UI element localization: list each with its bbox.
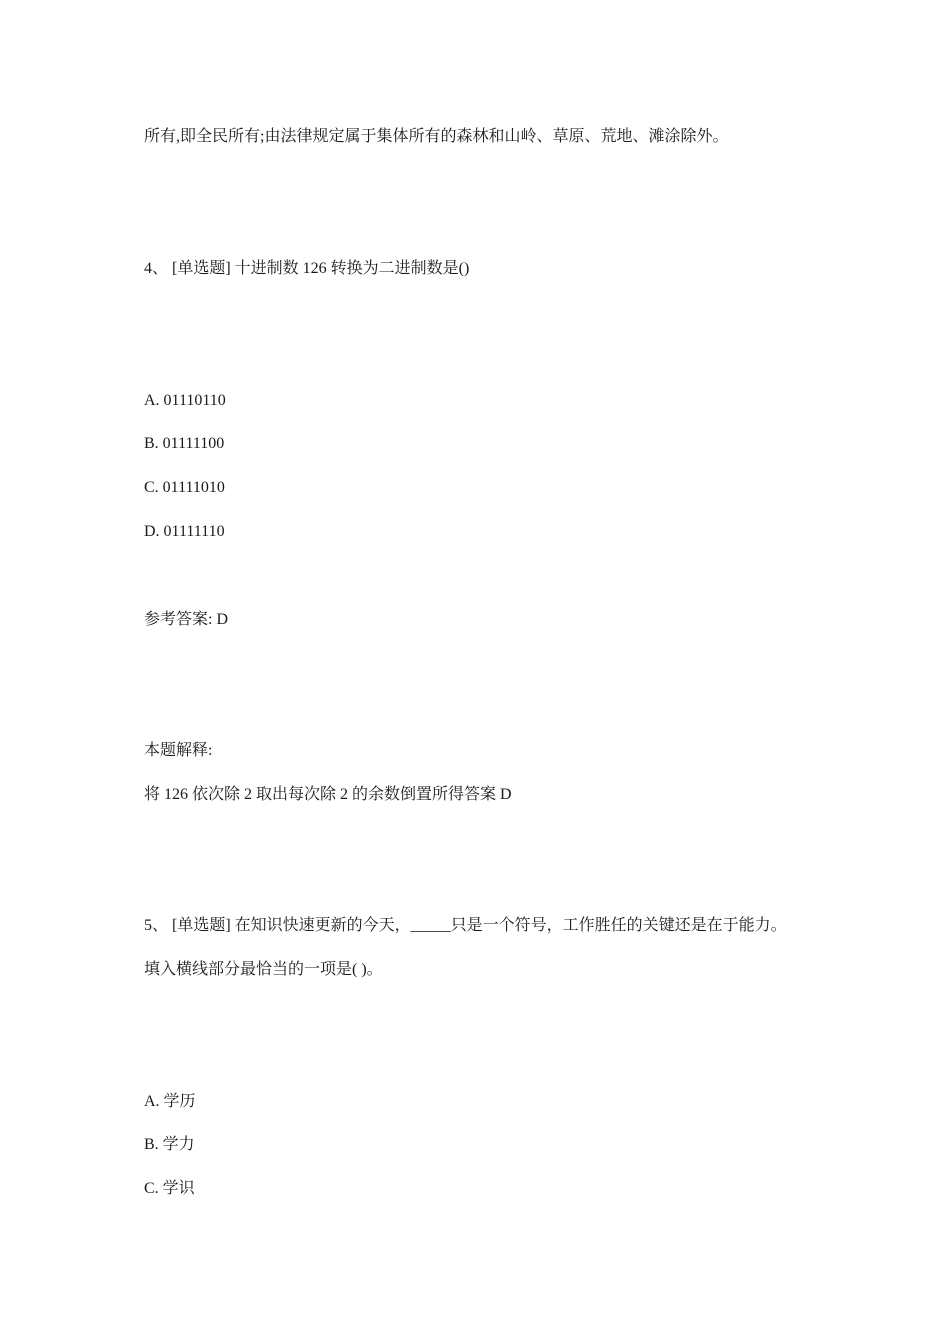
question-4-option-a: A. 01110110 [144, 392, 226, 409]
question-4-option-d: D. 01111110 [144, 523, 225, 540]
question-4-explanation: 将 126 依次除 2 取出每次除 2 的余数倒置所得答案 D [144, 786, 512, 803]
question-5-option-c: C. 学识 [144, 1180, 195, 1197]
question-5-stem-line-2: 填入横线部分最恰当的一项是( )。 [144, 961, 383, 978]
continuation-text: 所有,即全民所有;由法律规定属于集体所有的森林和山岭、草原、荒地、滩涂除外。 [144, 128, 729, 145]
question-5-option-b: B. 学力 [144, 1136, 195, 1153]
question-4-stem: 4、 [单选题] 十进制数 126 转换为二进制数是() [144, 260, 470, 277]
question-4-option-c: C. 01111010 [144, 479, 225, 496]
question-4-answer: 参考答案: D [144, 611, 229, 628]
question-4-explanation-label: 本题解释: [144, 742, 213, 759]
question-4-option-b: B. 01111100 [144, 435, 225, 452]
question-5-stem-line-1: 5、 [单选题] 在知识快速更新的今天，_____只是一个符号，工作胜任的关键还是在于能力。 [144, 917, 787, 934]
question-5-option-a: A. 学历 [144, 1093, 196, 1110]
